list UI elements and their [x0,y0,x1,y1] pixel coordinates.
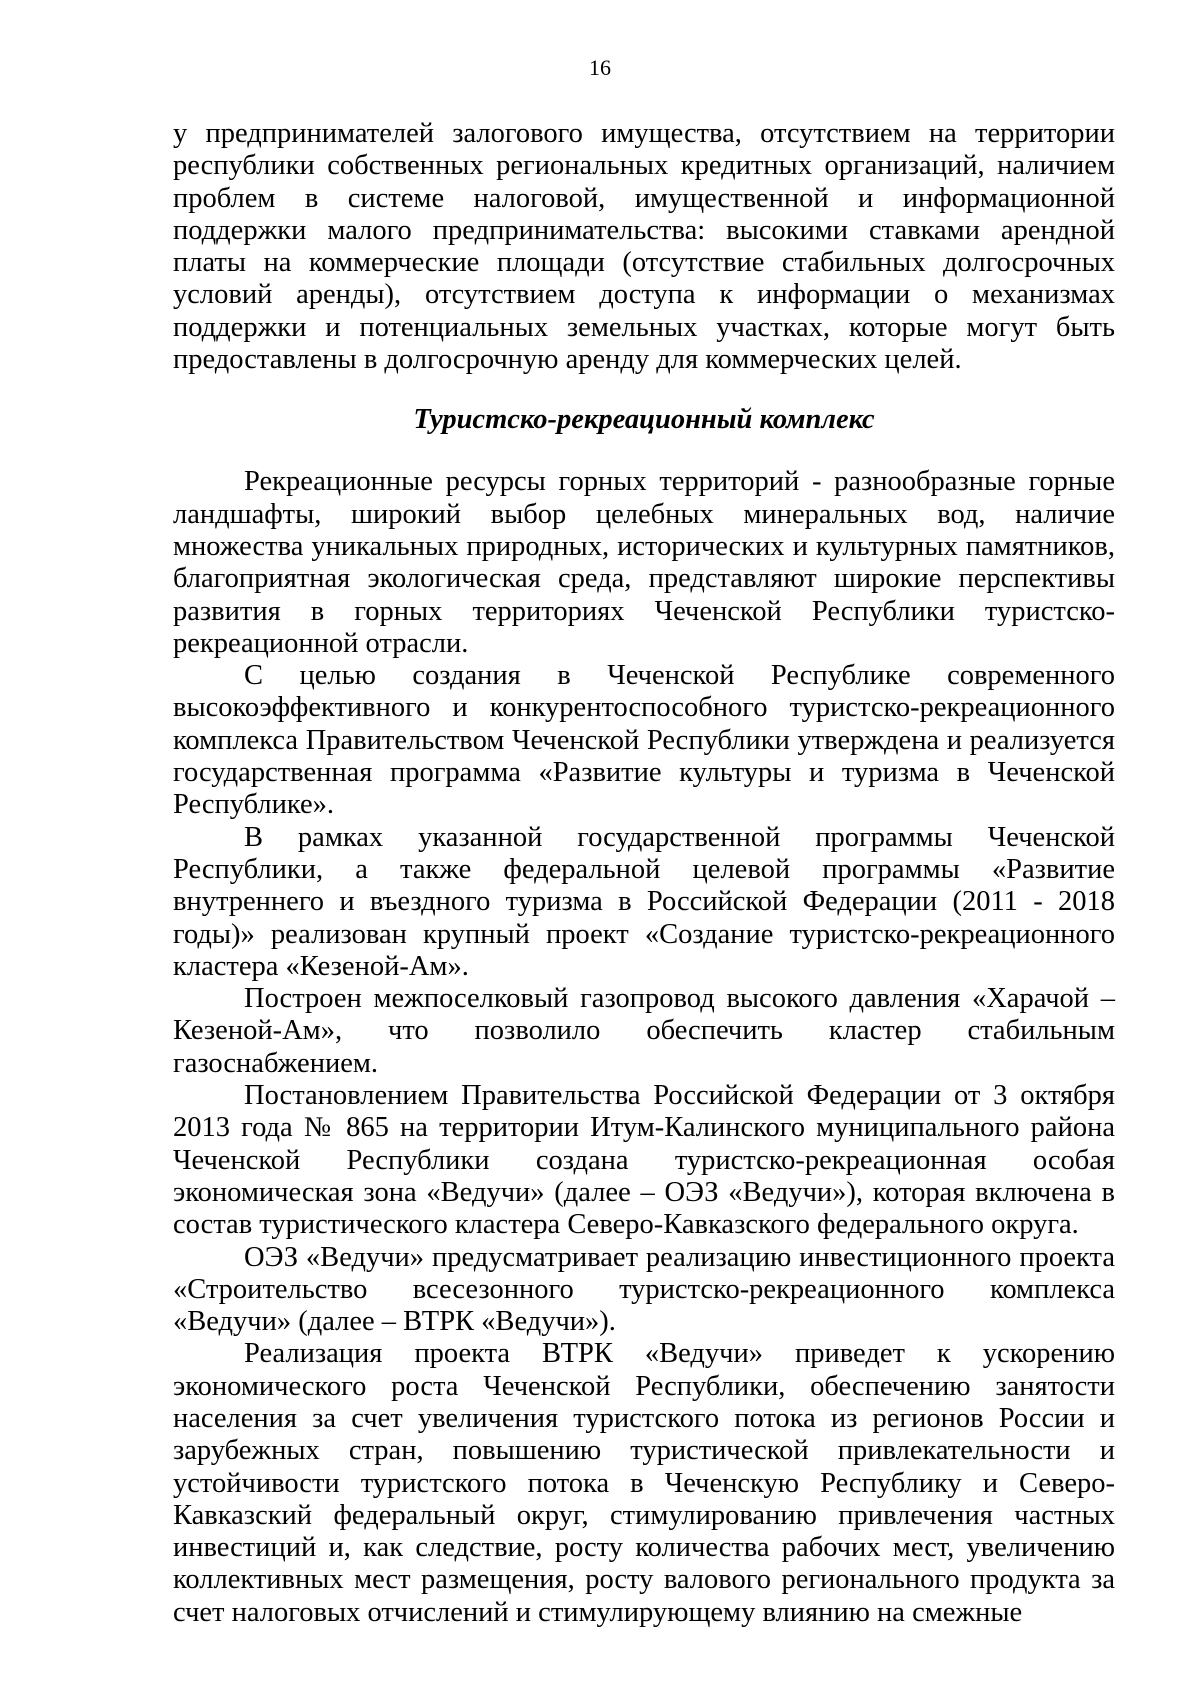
paragraph-state-program: С целью создания в Чеченской Республике современного высокоэффективного и конкурентоспособного туристско-рекреационного комплекса Правительством Чеченской Республики утверждена и реализуется государственная программа «Развитие культуры и туризма в Чеченской Республике». [173,660,1115,821]
paragraph-special-economic-zone: Постановлением Правительства Российской Федерации от 3 октября 2013 года № 865 на территории Итум-Калинского муниципального района Чеченской Республики создана туристско-рекреационная особая экономическая зона «Ведучи» (далее – ОЭЗ «Ведучи»), которая включена в состав туристического кластера Северо-Кавказского федерального округа. [173,1080,1115,1241]
paragraph-investment-project: ОЭЗ «Ведучи» предусматривает реализацию инвестиционного проекта «Строительство всесезонного туристско-рекреационного комплекса «Ведучи» (далее – ВТРК «Ведучи»). [173,1241,1115,1338]
continuation-paragraph: у предпринимателей залогового имущества, отсутствием на территории республики собственных региональных кредитных организаций, наличием проблем в системе налоговой, имущественной и информационной поддержки малого предпринимательства: высокими ставками арендной платы на коммерческие площади (отсутствие стабильных долгосрочных условий аренды), отсутствием доступа к информации о механизмах поддержки и потенциальных земельных участках, которые могут быть предоставлены в долгосрочную аренду для коммерческих целей. [173,118,1115,376]
page-number: 16 [589,55,611,80]
document-body [173,118,1115,1629]
paragraph-kezenoy-am-project: В рамках указанной государственной программы Чеченской Республики, а также федеральной целевой программы «Развитие внутреннего и въездного туризма в Российской Федерации (2011 - 2018 годы)» реализован крупный проект «Создание туристско-рекреационного кластера «Кезеной-Ам». [173,821,1115,982]
section-heading: Туристско-рекреационный комплекс [413,404,875,436]
paragraph-project-effects: Реализация проекта ВТРК «Ведучи» приведет к ускорению экономического роста Чеченской Республики, обеспечению занятости населения за счет увеличения туристского потока из регионов России и зарубежных стран, повышению туристической привлекательности и устойчивости туристского потока в Чеченскую Республику и Северо-Кавказский федеральный округ, стимулированию привлечения частных инвестиций и, как следствие, росту количества рабочих мест, увеличению коллективных мест размещения, росту валового регионального продукта за счет налоговых отчислений и стимулирующему влиянию на смежные [173,1338,1115,1628]
paragraph-recreational-resources: Рекреационные ресурсы горных территорий - разнообразные горные ландшафты, широкий выбор целебных минеральных вод, наличие множества уникальных природных, исторических и культурных памятников, благоприятная экологическая среда, представляют широкие перспективы развития в горных территориях Чеченской Республики туристско-рекреационной отрасли. [173,466,1115,659]
paragraph-gas-pipeline: Построен межпоселковый газопровод высокого давления «Харачой – Кезеной-Ам», что позволило обеспечить кластер стабильным газоснабжением. [173,983,1115,1079]
